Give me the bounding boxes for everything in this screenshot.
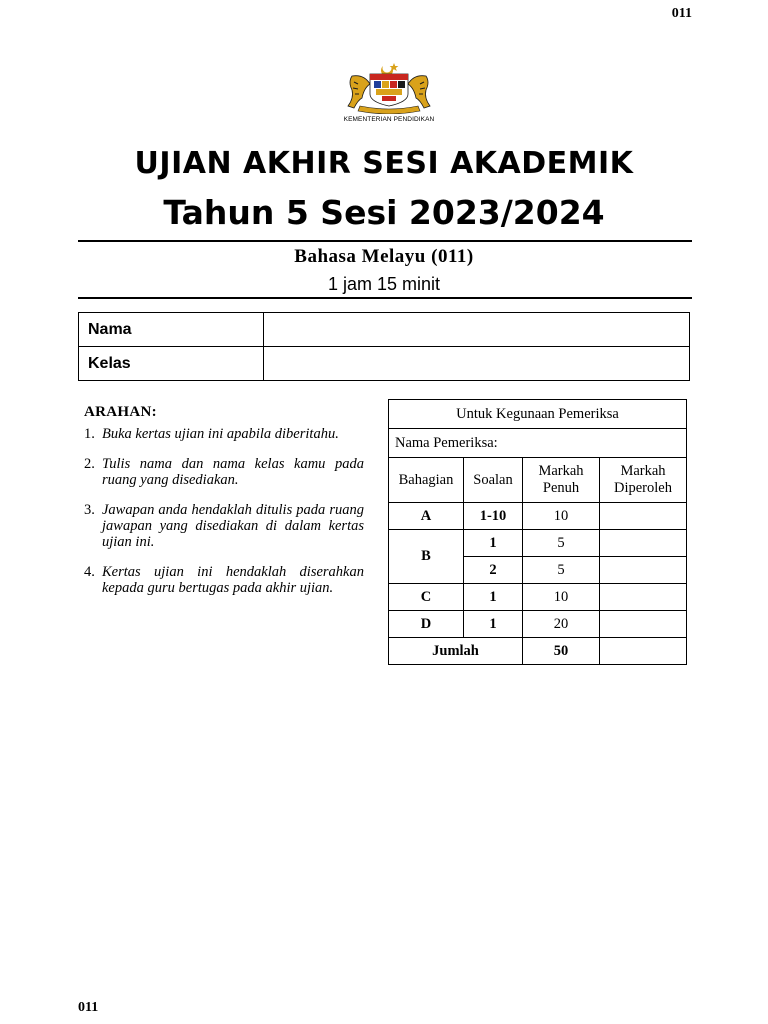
question-cell: 1	[464, 530, 523, 557]
column-header-full-marks: Markah Penuh	[523, 458, 600, 503]
section-cell: A	[389, 503, 464, 530]
exam-year-session: Tahun 5 Sesi 2023/2024	[163, 193, 605, 232]
name-field[interactable]	[264, 313, 690, 347]
instruction-text: Buka kertas ujian ini apabila diberitahu.	[102, 426, 339, 442]
section-cell: C	[389, 584, 464, 611]
instruction-item	[84, 502, 364, 550]
total-full-marks: 50	[523, 638, 600, 665]
instruction-number: 2.	[84, 456, 95, 472]
table-row	[389, 584, 687, 611]
instructions-list	[84, 426, 364, 596]
table-header-row	[389, 458, 687, 503]
column-header-section: Bahagian	[389, 458, 464, 503]
instruction-text: Jawapan anda hendaklah ditulis pada ruang jawapan yang disediakan di dalam kertas ujian ini.	[102, 502, 364, 550]
examiner-table-title: Untuk Kegunaan Pemeriksa	[389, 400, 687, 429]
marks-obtained-cell[interactable]	[600, 530, 687, 557]
table-row	[389, 503, 687, 530]
question-cell: 1	[464, 611, 523, 638]
column-header-question: Soalan	[464, 458, 523, 503]
total-marks-obtained-cell[interactable]	[600, 638, 687, 665]
full-marks-cell: 5	[523, 557, 600, 584]
instruction-item	[84, 426, 364, 442]
name-label: Nama	[79, 313, 264, 347]
total-row	[389, 638, 687, 665]
instructions-heading: ARAHAN:	[84, 404, 157, 420]
marks-obtained-cell[interactable]	[600, 584, 687, 611]
marks-obtained-cell[interactable]	[600, 557, 687, 584]
table-row	[389, 611, 687, 638]
instruction-number: 3.	[84, 502, 95, 518]
examiner-name-field[interactable]: Nama Pemeriksa:	[389, 429, 687, 458]
examiner-marks-table	[388, 399, 687, 665]
subject-title: Bahasa Melayu (011)	[294, 246, 474, 267]
question-cell: 1-10	[464, 503, 523, 530]
instruction-number: 1.	[84, 426, 95, 442]
full-marks-cell: 20	[523, 611, 600, 638]
student-identity-table	[78, 312, 690, 381]
instructions	[84, 404, 364, 610]
instruction-text: Tulis nama dan nama kelas kamu pada ruang yang disediakan.	[102, 456, 364, 488]
page-code-top: 011	[671, 6, 692, 21]
question-cell: 1	[464, 584, 523, 611]
crest-label: KEMENTERIAN PENDIDIKAN	[343, 116, 435, 123]
divider-bottom	[78, 297, 692, 299]
full-marks-cell: 5	[523, 530, 600, 557]
class-field[interactable]	[264, 347, 690, 381]
exam-duration: 1 jam 15 minit	[327, 274, 441, 294]
marks-obtained-cell[interactable]	[600, 611, 687, 638]
instruction-number: 4.	[84, 564, 95, 580]
name-row	[79, 313, 690, 347]
section-cell: B	[389, 530, 464, 584]
column-header-marks-obtained: Markah Diperoleh	[600, 458, 687, 503]
marks-obtained-cell[interactable]	[600, 503, 687, 530]
coat-of-arms-icon	[338, 60, 440, 114]
divider-top	[78, 240, 692, 242]
exam-title: UJIAN AKHIR SESI AKADEMIK	[134, 146, 634, 181]
page-code-bottom: 011	[78, 1000, 99, 1015]
instruction-item	[84, 456, 364, 488]
question-cell: 2	[464, 557, 523, 584]
section-cell: D	[389, 611, 464, 638]
full-marks-cell: 10	[523, 584, 600, 611]
class-row	[79, 347, 690, 381]
full-marks-cell: 10	[523, 503, 600, 530]
instruction-item	[84, 564, 364, 596]
total-label: Jumlah	[389, 638, 523, 665]
table-row	[389, 530, 687, 557]
class-label: Kelas	[79, 347, 264, 381]
ministry-crest	[338, 60, 440, 124]
instruction-text: Kertas ujian ini hendaklah diserahkan kepada guru bertugas pada akhir ujian.	[102, 564, 364, 596]
